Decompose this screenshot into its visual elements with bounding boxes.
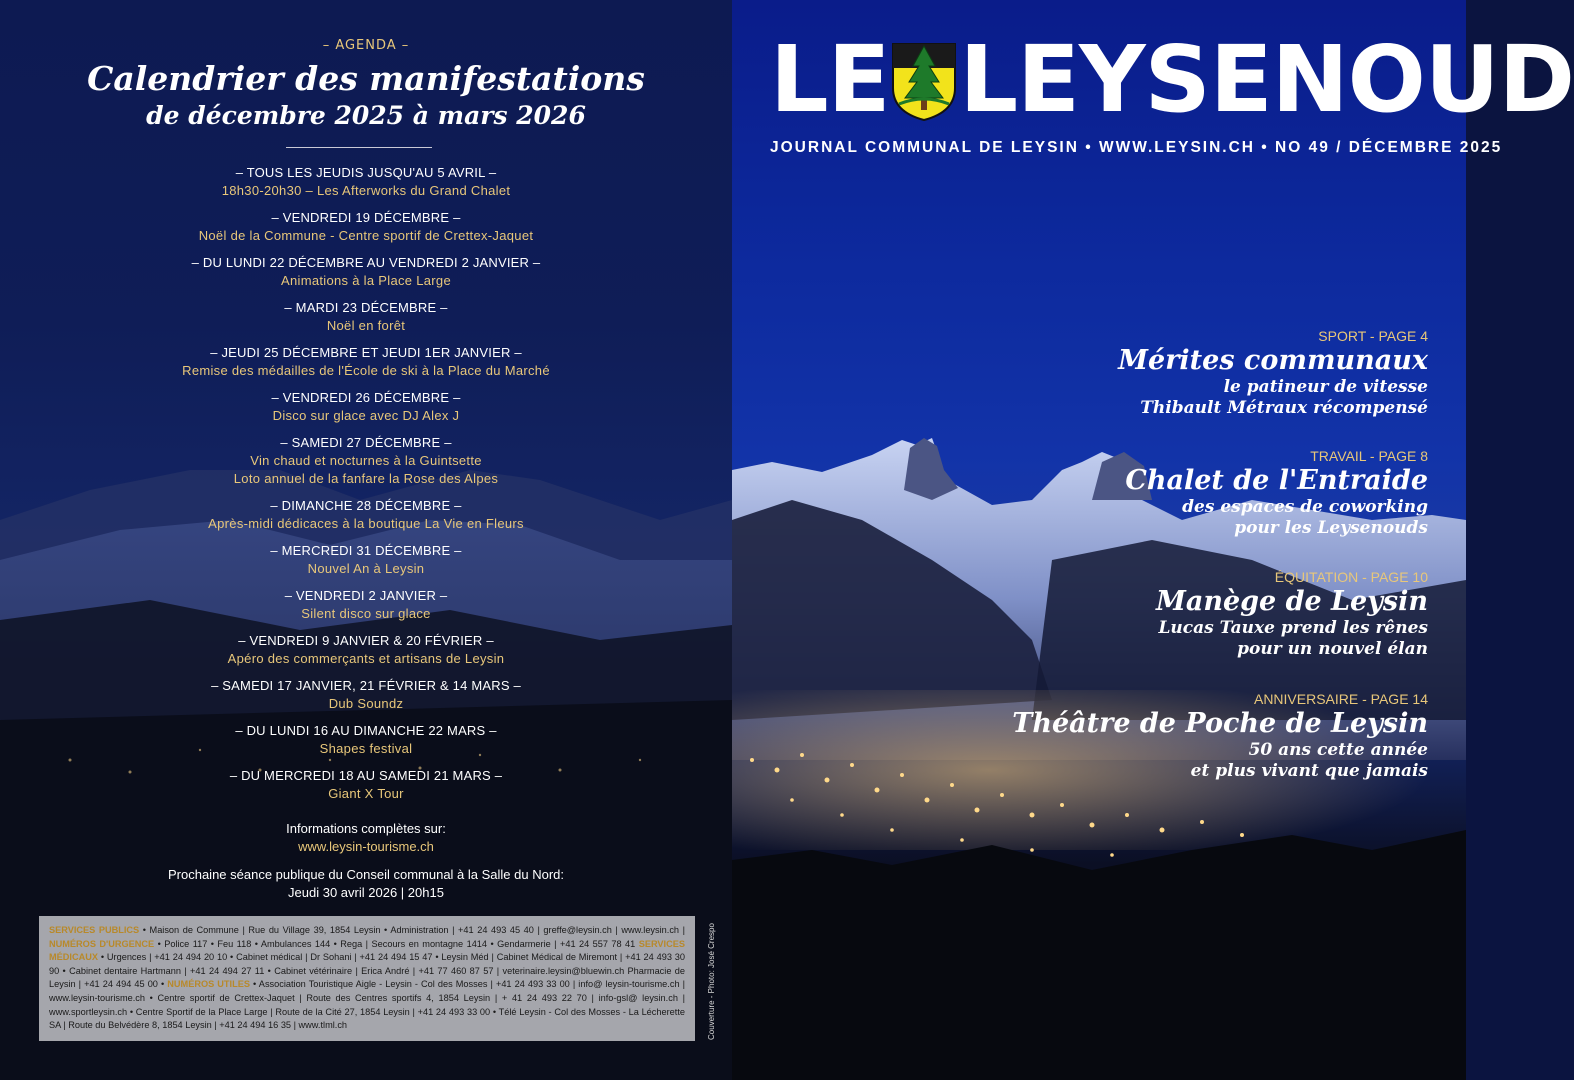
event-description: Silent disco sur glace — [301, 606, 431, 621]
story-sport[interactable] — [1118, 327, 1428, 419]
story-subline: pour les Leysenouds — [1234, 518, 1428, 538]
event-date: – SAMEDI 17 JANVIER, 21 FÉVRIER & 14 MARS – — [211, 678, 521, 693]
info-label: Informations complètes sur: — [286, 821, 446, 836]
cover-page — [732, 0, 1574, 1080]
event-description: Giant X Tour — [328, 786, 404, 801]
event-date: – SAMEDI 27 DÉCEMBRE – — [280, 435, 452, 450]
medical-services-text: • Urgences | +41 24 494 20 10 • Cabinet médical | Dr Sohani | +41 24 494 15 47 • Leysin Méd | Cabinet Médical de Miremont | +41 24 493 30 90 • Cabinet dentaire Hartmann | +41 24 494 27 11 • Cabinet vétérinaire | Erica André | +41 77 460 87 57 | veterinaire.leysin@bluewin.ch Pharmacie de Leysin | +41 24 494 45 00 • — [49, 952, 685, 990]
masthead-le: LE — [770, 26, 890, 133]
event-item — [0, 209, 732, 245]
title-divider — [286, 147, 432, 148]
medical-services-heading: SERVICES MÉDICAUX — [49, 938, 685, 963]
masthead — [770, 26, 1574, 133]
event-date: – JEUDI 25 DÉCEMBRE ET JEUDI 1ER JANVIER – — [210, 345, 522, 360]
calendar-subtitle: de décembre 2025 à mars 2026 — [146, 101, 586, 130]
event-description: Apéro des commerçants et artisans de Leysin — [227, 651, 505, 666]
event-item — [0, 632, 732, 668]
event-date: – DU LUNDI 22 DÉCEMBRE AU VENDREDI 2 JANVIER – — [191, 255, 541, 270]
event-date: – DIMANCHE 28 DÉCEMBRE – — [270, 498, 462, 513]
tourism-website-link[interactable]: www.leysin-tourisme.ch — [298, 839, 434, 854]
event-date: – DU LUNDI 16 AU DIMANCHE 22 MARS – — [235, 723, 497, 738]
event-description: Vin chaud et nocturnes à la Guintsette — [250, 453, 482, 468]
story-headline: Manège de Leysin — [1155, 586, 1428, 617]
story-subline: Thibault Métraux récompensé — [1140, 398, 1428, 418]
event-description: Dub Soundz — [328, 696, 404, 711]
services-directory — [39, 916, 695, 1041]
event-date: – VENDREDI 19 DÉCEMBRE – — [271, 210, 461, 225]
event-list — [0, 164, 732, 812]
event-description: Remise des médailles de l'École de ski à la Place du Marché — [182, 363, 550, 378]
photo-credit: Couverture - Photo: José Crespo — [707, 923, 716, 1040]
useful-numbers-text: • Association Touristique Aigle - Leysin - Col des Mosses | +41 24 493 33 00 | info@ leysin-tourisme.ch | www.leysin-tourisme.ch • Centre sportif de Crettex-Jaquet | Route des Centres sportifs 4, 1854 Leysin | + 41 24 493 22 70 | info-gsl@ leysin.ch | www.sportleysin.ch • Centre Sportif de la Place Large | Route de la Cité 27, 1854 Leysin | +41 24 493 33 00 • Télé Leysin - Col des Mosses - La Lécherette SA | Route du Belvédère 8, 1854 Leysin | +41 24 494 16 35 | www.tlml.ch — [49, 979, 686, 1031]
event-item — [0, 164, 732, 200]
story-headline: Théâtre de Poche de Leysin — [1012, 708, 1428, 739]
event-item — [0, 587, 732, 623]
agenda-page — [0, 0, 732, 1080]
story-kicker: TRAVAIL - PAGE 8 — [1310, 448, 1428, 464]
event-description: 18h30-20h30 – Les Afterworks du Grand Chalet — [221, 183, 511, 198]
event-description: Après-midi dédicaces à la boutique La Vie en Fleurs — [208, 516, 524, 531]
info-block — [0, 820, 732, 856]
leysin-night-landscape — [732, 0, 1503, 1080]
story-subline: le patineur de vitesse — [1223, 377, 1428, 397]
story-subline: Lucas Tauxe prend les rênes — [1158, 618, 1428, 638]
story-headline: Mérites communaux — [1118, 345, 1428, 376]
event-item — [0, 722, 732, 758]
calendar-title: Calendrier des manifestations — [87, 59, 645, 98]
emergency-numbers-text: • Police 117 • Feu 118 • Ambulances 144 • Rega | Secours en montagne 1414 • Gendarmerie | +41 24 557 78 41 — [154, 938, 639, 949]
event-description: Disco sur glace avec DJ Alex J — [272, 408, 460, 423]
event-date: – VENDREDI 2 JANVIER – — [284, 588, 448, 603]
event-item — [0, 389, 732, 425]
event-item — [0, 434, 732, 488]
story-subline: pour un nouvel élan — [1237, 639, 1428, 659]
event-item — [0, 299, 732, 335]
story-kicker: ÉQUITATION - PAGE 10 — [1274, 569, 1428, 585]
journal-subtitle: JOURNAL COMMUNAL DE LEYSIN • WWW.LEYSIN.CH • NO 49 / DÉCEMBRE 2025 — [770, 139, 1503, 156]
council-session-line: Prochaine séance publique du Conseil communal à la Salle du Nord: — [167, 867, 565, 882]
story-equitation[interactable] — [1156, 568, 1428, 660]
event-item — [0, 767, 732, 803]
story-kicker: SPORT - PAGE 4 — [1318, 328, 1428, 344]
council-session-date: Jeudi 30 avril 2026 | 20h15 — [288, 885, 444, 900]
story-anniversaire[interactable] — [1012, 690, 1428, 782]
emergency-numbers-heading: NUMÉROS D'URGENCE — [49, 938, 155, 949]
story-subline: 50 ans cette année — [1248, 740, 1428, 760]
event-description: Nouvel An à Leysin — [307, 561, 425, 576]
story-kicker: ANNIVERSAIRE - PAGE 14 — [1253, 691, 1428, 707]
event-item — [0, 254, 732, 290]
event-description: Animations à la Place Large — [281, 273, 451, 288]
event-date: – DU MERCREDI 18 AU SAMEDI 21 MARS – — [229, 768, 503, 783]
council-session — [0, 866, 732, 902]
masthead-leysenoud: LEYSENOUD — [959, 26, 1574, 133]
event-item — [0, 542, 732, 578]
event-item — [0, 677, 732, 713]
useful-numbers-heading: NUMÉROS UTILES — [167, 979, 250, 990]
event-description-secondary: Loto annuel de la fanfare la Rose des Alpes — [233, 471, 499, 486]
event-description: Noël de la Commune - Centre sportif de Crettex-Jaquet — [198, 228, 534, 243]
event-date: – MARDI 23 DÉCEMBRE – — [284, 300, 448, 315]
story-subline: des espaces de coworking — [1182, 497, 1428, 517]
story-headline: Chalet de l'Entraide — [1125, 465, 1428, 496]
event-date: – TOUS LES JEUDIS JUSQU'AU 5 AVRIL – — [235, 165, 497, 180]
services-publics-text: • Maison de Commune | Rue du Village 39, 1854 Leysin • Administration | +41 24 493 45 40 | greffe@leysin.ch | www.leysin.ch | — [139, 925, 685, 935]
event-item — [0, 497, 732, 533]
event-description: Shapes festival — [319, 741, 413, 756]
story-travail[interactable] — [1125, 447, 1428, 539]
story-subline: et plus vivant que jamais — [1190, 761, 1428, 781]
event-item — [0, 344, 732, 380]
event-date: – MERCREDI 31 DÉCEMBRE – — [270, 543, 462, 558]
event-date: – VENDREDI 26 DÉCEMBRE – — [271, 390, 461, 405]
leysin-crest-icon — [891, 42, 957, 122]
services-publics-heading: SERVICES PUBLICS — [49, 925, 140, 935]
agenda-tag: – AGENDA – — [322, 38, 410, 53]
event-date: – VENDREDI 9 JANVIER & 20 FÉVRIER – — [238, 633, 494, 648]
event-description: Noël en forêt — [326, 318, 406, 333]
